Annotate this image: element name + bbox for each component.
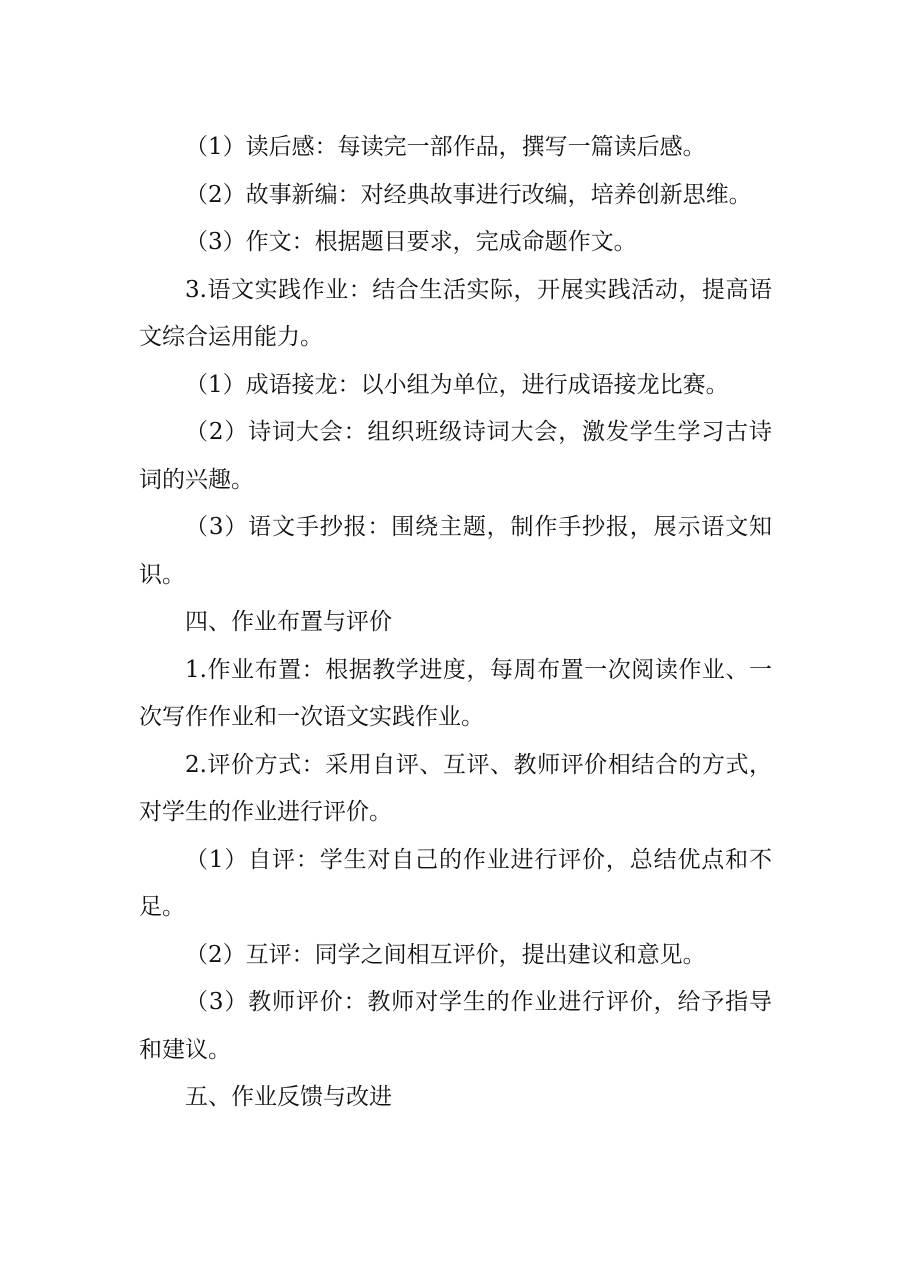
paragraph-teacher-evaluation: （3）教师评价：教师对学生的作业进行评价，给予指导和建议。 — [139, 989, 772, 1063]
paragraph-peer-evaluation: （2）互评：同学之间相互评价，提出建议和意见。 — [185, 941, 706, 968]
paragraph-evaluation-method: 2.评价方式：采用自评、互评、教师评价相结合的方式，对学生的作业进行评价。 — [139, 751, 772, 825]
paragraph-assignment-schedule: 1.作业布置：根据教学进度，每周布置一次阅读作业、一次写作作业和一次语文实践作业。 — [139, 656, 772, 730]
section-heading-assignment-evaluation: 四、作业布置与评价 — [185, 609, 392, 635]
paragraph-self-evaluation: （1）自评：学生对自己的作业进行评价，总结优点和不足。 — [139, 846, 772, 920]
paragraph-poetry-contest: （2）诗词大会：组织班级诗词大会，激发学生学习古诗词的兴趣。 — [139, 419, 772, 493]
paragraph-idiom-chain: （1）成语接龙：以小组为单位，进行成语接龙比赛。 — [185, 371, 729, 398]
paragraph-handwritten-newspaper: （3）语文手抄报：围绕主题，制作手抄报，展示语文知识。 — [139, 514, 772, 588]
paragraph-story-rewrite: （2）故事新编：对经典故事进行改编，培养创新思维。 — [185, 181, 752, 208]
section-heading-feedback-improvement: 五、作业反馈与改进 — [185, 1084, 392, 1110]
paragraph-composition: （3）作文：根据题目要求，完成命题作文。 — [185, 229, 637, 255]
paragraph-reading-reflection: （1）读后感：每读完一部作品，撰写一篇读后感。 — [185, 134, 706, 160]
paragraph-practice-homework: 3.语文实践作业：结合生活实际，开展实践活动，提高语文综合运用能力。 — [139, 276, 772, 350]
